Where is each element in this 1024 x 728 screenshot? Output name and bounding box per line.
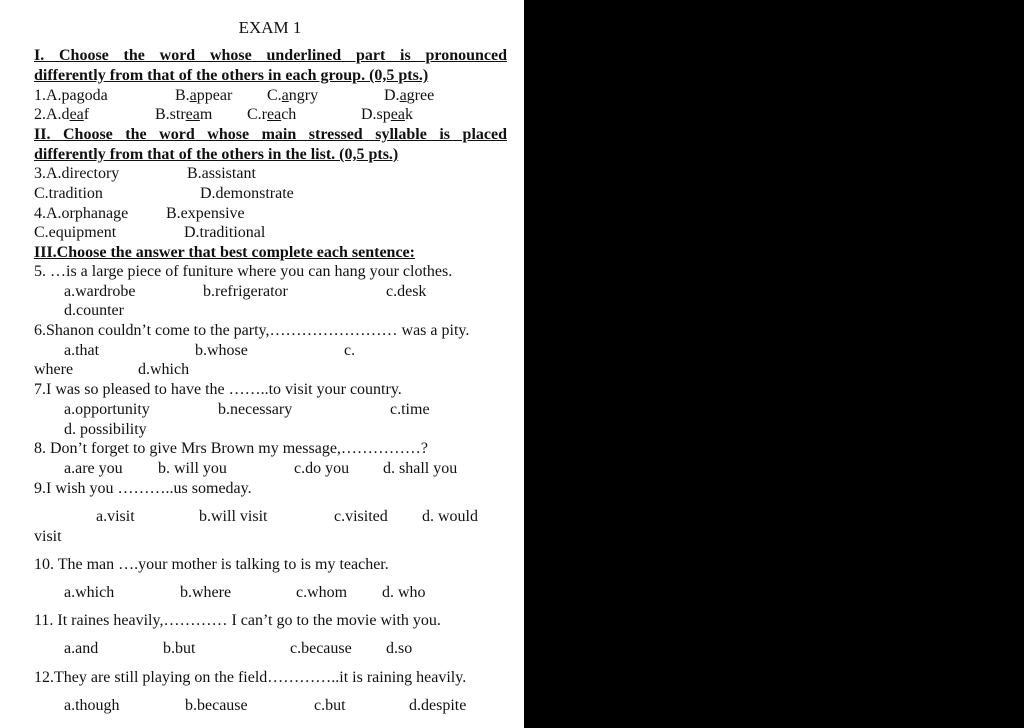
q12-option-b: b.because: [185, 697, 248, 714]
question-7-stem: 7.I was so pleased to have the ……..to visit your country.: [34, 381, 402, 398]
q5-option-d: d.counter: [64, 302, 124, 319]
q10-option-d: d. who: [382, 584, 426, 601]
q3-option-c: C.tradition: [34, 185, 103, 202]
section-2-heading-line-1: II. Choose the word whose main stressed syllable is placed: [34, 126, 507, 143]
question-6-stem: 6.Shanon couldn’t come to the party,…………………… was a pity.: [34, 322, 470, 339]
q5-option-b: b.refrigerator: [203, 283, 288, 300]
q3-option-b: B.assistant: [187, 165, 256, 182]
q7-option-b: b.necessary: [218, 401, 293, 418]
q9-option-a: a.visit: [96, 508, 135, 525]
q10-option-b: b.where: [180, 584, 232, 601]
q8-option-c: c.do you: [294, 460, 350, 477]
q8-option-a: a.are you: [64, 460, 123, 477]
q7-option-d: d. possibility: [64, 421, 147, 438]
q12-option-a: a.though: [64, 697, 120, 714]
q1-option-a: 1.A.pagoda: [34, 87, 108, 104]
q11-option-a: a.and: [64, 640, 99, 657]
q4-option-d: D.traditional: [184, 224, 266, 241]
q9-option-b: b.will visit: [199, 508, 268, 525]
q1-option-c: C.angry: [267, 87, 319, 104]
q10-option-c: c.whom: [296, 584, 348, 601]
exam-title: EXAM 1: [238, 18, 302, 37]
q8-option-b: b. will you: [158, 460, 227, 477]
q4-option-b: B.expensive: [166, 205, 245, 222]
q11-option-c: c.because: [290, 640, 352, 657]
q7-option-a: a.opportunity: [64, 401, 150, 418]
black-background-panel: [524, 0, 1024, 728]
q6-option-a: a.that: [64, 342, 100, 359]
section-2-heading-line-2: differently from that of the others in the list. (0,5 pts.): [34, 146, 399, 163]
q3-option-a: 3.A.directory: [34, 165, 120, 182]
q3-option-d: D.demonstrate: [200, 185, 294, 202]
section-3-heading: III.Choose the answer that best complete each sentence:: [34, 244, 415, 261]
question-12-stem: 12.They are still playing on the field…………..it is raining heavily.: [34, 669, 467, 686]
q9-option-c: c.visited: [334, 508, 388, 525]
q5-option-a: a.wardrobe: [64, 283, 136, 300]
q2-option-c: C.reach: [247, 106, 297, 123]
q9-option-d-cont: visit: [34, 528, 62, 545]
section-1-heading-line-1: I. Choose the word whose underlined part is pronounced: [34, 47, 507, 64]
q6-option-d: d.which: [138, 361, 190, 378]
q8-option-d: d. shall you: [383, 460, 458, 477]
q12-option-d: d.despite: [409, 697, 467, 714]
q6-option-c-cont: where: [34, 361, 74, 378]
q1-option-b: B.appear: [175, 87, 233, 104]
q10-option-a: a.which: [64, 584, 115, 601]
q1-option-d: D.agree: [384, 87, 435, 104]
q2-option-d: D.speak: [361, 106, 413, 123]
question-8-stem: 8. Don’t forget to give Mrs Brown my message,……………?: [34, 440, 429, 457]
q6-option-c: c.: [344, 342, 356, 359]
question-9-stem: 9.I wish you ………..us someday.: [34, 480, 252, 497]
q9-option-d: d. would: [422, 508, 478, 525]
q7-option-c: c.time: [390, 401, 430, 418]
q4-option-a: 4.A.orphanage: [34, 205, 129, 222]
q11-option-d: d.so: [386, 640, 413, 657]
q2-option-b: B.stream: [155, 106, 213, 123]
q2-option-a: 2.A.deaf: [34, 106, 90, 123]
question-11-stem: 11. It raines heavily,………… I can’t go to the movie with you.: [34, 612, 441, 629]
q12-option-c: c.but: [314, 697, 346, 714]
q4-option-c: C.equipment: [34, 224, 117, 241]
question-5-stem: 5. …is a large piece of funiture where you can hang your clothes.: [34, 263, 453, 280]
section-1-heading-line-2: differently from that of the others in each group. (0,5 pts.): [34, 67, 429, 84]
question-10-stem: 10. The man ….your mother is talking to is my teacher.: [34, 556, 389, 573]
q5-option-c: c.desk: [386, 283, 427, 300]
q11-option-b: b.but: [163, 640, 196, 657]
q6-option-b: b.whose: [195, 342, 248, 359]
